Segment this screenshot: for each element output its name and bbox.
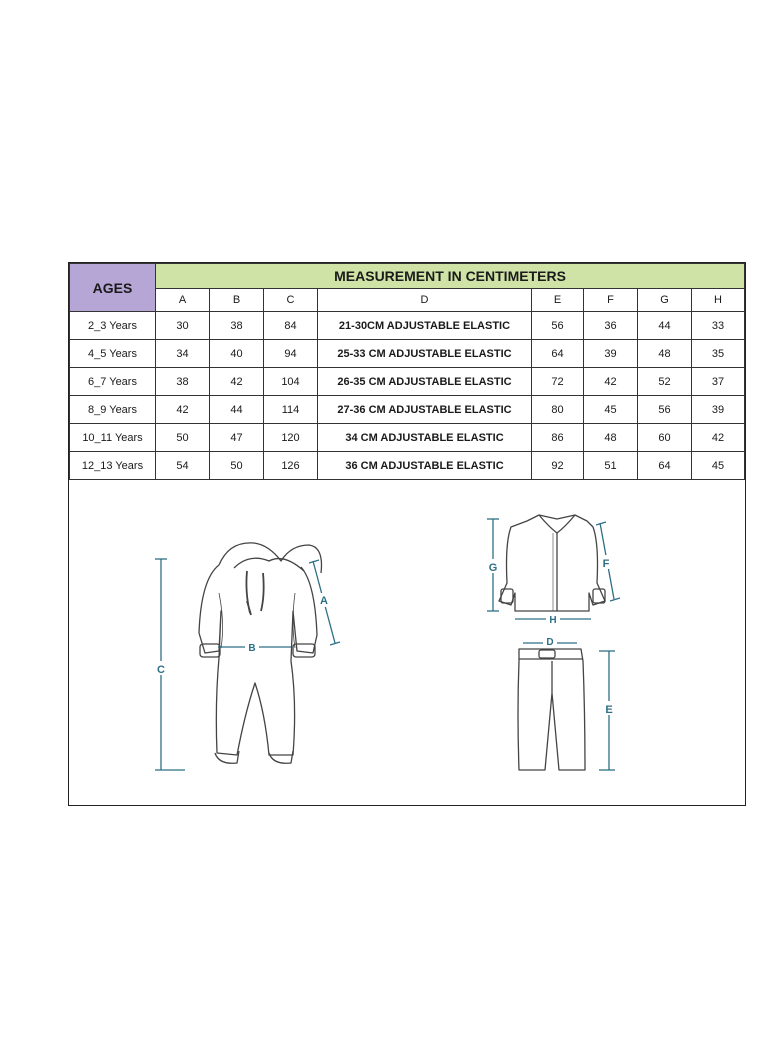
measurement-cell-e: 56: [532, 312, 584, 340]
table-row: [70, 424, 745, 452]
column-header: D: [318, 289, 532, 312]
measurement-cell-c: 114: [264, 396, 318, 424]
pants-illustration: [518, 649, 585, 770]
measurement-cell-a: 34: [156, 340, 210, 368]
age-cell: 6_7 Years: [70, 368, 156, 396]
measurement-cell-c: 104: [264, 368, 318, 396]
ages-header: AGES: [70, 264, 156, 312]
column-header: G: [638, 289, 692, 312]
dimension-label-d: D: [546, 637, 554, 648]
measurement-cell-h: 33: [692, 312, 745, 340]
table-row: [70, 452, 745, 480]
measurement-cell-f: 51: [584, 452, 638, 480]
measurement-table: [69, 263, 745, 480]
measurement-cell-b: 44: [210, 396, 264, 424]
shirt-illustration: [499, 515, 605, 611]
jumpsuit-illustration: [199, 543, 322, 763]
measurement-cell-h: 39: [692, 396, 745, 424]
measurement-cell-f: 39: [584, 340, 638, 368]
measurement-cell-b: 50: [210, 452, 264, 480]
measurement-cell-g: 52: [638, 368, 692, 396]
garment-diagrams: [69, 483, 744, 803]
measurement-cell-e: 92: [532, 452, 584, 480]
measurement-cell-g: 48: [638, 340, 692, 368]
measurement-cell-h: 37: [692, 368, 745, 396]
column-header: B: [210, 289, 264, 312]
dimension-label-e: E: [605, 704, 613, 716]
measurement-cell-d: 27-36 CM ADJUSTABLE ELASTIC: [318, 396, 532, 424]
measurement-cell-c: 126: [264, 452, 318, 480]
measurement-cell-a: 30: [156, 312, 210, 340]
age-cell: 8_9 Years: [70, 396, 156, 424]
measurement-cell-c: 84: [264, 312, 318, 340]
measurement-cell-d: 26-35 CM ADJUSTABLE ELASTIC: [318, 368, 532, 396]
measurement-cell-d: 36 CM ADJUSTABLE ELASTIC: [318, 452, 532, 480]
measurement-cell-b: 38: [210, 312, 264, 340]
age-cell: 12_13 Years: [70, 452, 156, 480]
table-row: [70, 396, 745, 424]
measurement-cell-a: 38: [156, 368, 210, 396]
dimension-label-g: G: [488, 562, 498, 574]
measurement-cell-g: 44: [638, 312, 692, 340]
measurement-cell-h: 42: [692, 424, 745, 452]
pants-dimension-lines: [523, 643, 615, 770]
measurement-cell-g: 56: [638, 396, 692, 424]
measurement-cell-b: 47: [210, 424, 264, 452]
column-header: F: [584, 289, 638, 312]
measurement-cell-b: 42: [210, 368, 264, 396]
dimension-label-b: B: [248, 643, 256, 654]
dimension-label-f: F: [602, 558, 610, 570]
measurement-cell-f: 48: [584, 424, 638, 452]
measurement-cell-c: 120: [264, 424, 318, 452]
measurement-cell-g: 60: [638, 424, 692, 452]
column-header: C: [264, 289, 318, 312]
table-title: MEASUREMENT IN CENTIMETERS: [156, 264, 745, 289]
measurement-cell-e: 64: [532, 340, 584, 368]
column-header: A: [156, 289, 210, 312]
measurement-cell-e: 80: [532, 396, 584, 424]
measurement-cell-d: 25-33 CM ADJUSTABLE ELASTIC: [318, 340, 532, 368]
measurement-cell-f: 45: [584, 396, 638, 424]
column-header: H: [692, 289, 745, 312]
measurement-cell-d: 21-30CM ADJUSTABLE ELASTIC: [318, 312, 532, 340]
table-row: [70, 368, 745, 396]
measurement-cell-a: 50: [156, 424, 210, 452]
measurement-cell-f: 42: [584, 368, 638, 396]
measurement-cell-b: 40: [210, 340, 264, 368]
dimension-label-h: H: [549, 615, 557, 626]
measurement-cell-h: 35: [692, 340, 745, 368]
measurement-cell-f: 36: [584, 312, 638, 340]
size-chart: [68, 262, 746, 806]
measurement-cell-a: 54: [156, 452, 210, 480]
age-cell: 10_11 Years: [70, 424, 156, 452]
age-cell: 2_3 Years: [70, 312, 156, 340]
age-cell: 4_5 Years: [70, 340, 156, 368]
measurement-cell-h: 45: [692, 452, 745, 480]
dimension-label-a: A: [320, 595, 328, 607]
measurement-cell-e: 86: [532, 424, 584, 452]
measurement-cell-e: 72: [532, 368, 584, 396]
measurement-cell-d: 34 CM ADJUSTABLE ELASTIC: [318, 424, 532, 452]
dimension-label-c: C: [157, 664, 165, 676]
measurement-cell-a: 42: [156, 396, 210, 424]
measurement-cell-c: 94: [264, 340, 318, 368]
table-row: [70, 312, 745, 340]
column-header: E: [532, 289, 584, 312]
measurement-cell-g: 64: [638, 452, 692, 480]
column-header-row: [70, 289, 745, 312]
table-row: [70, 340, 745, 368]
